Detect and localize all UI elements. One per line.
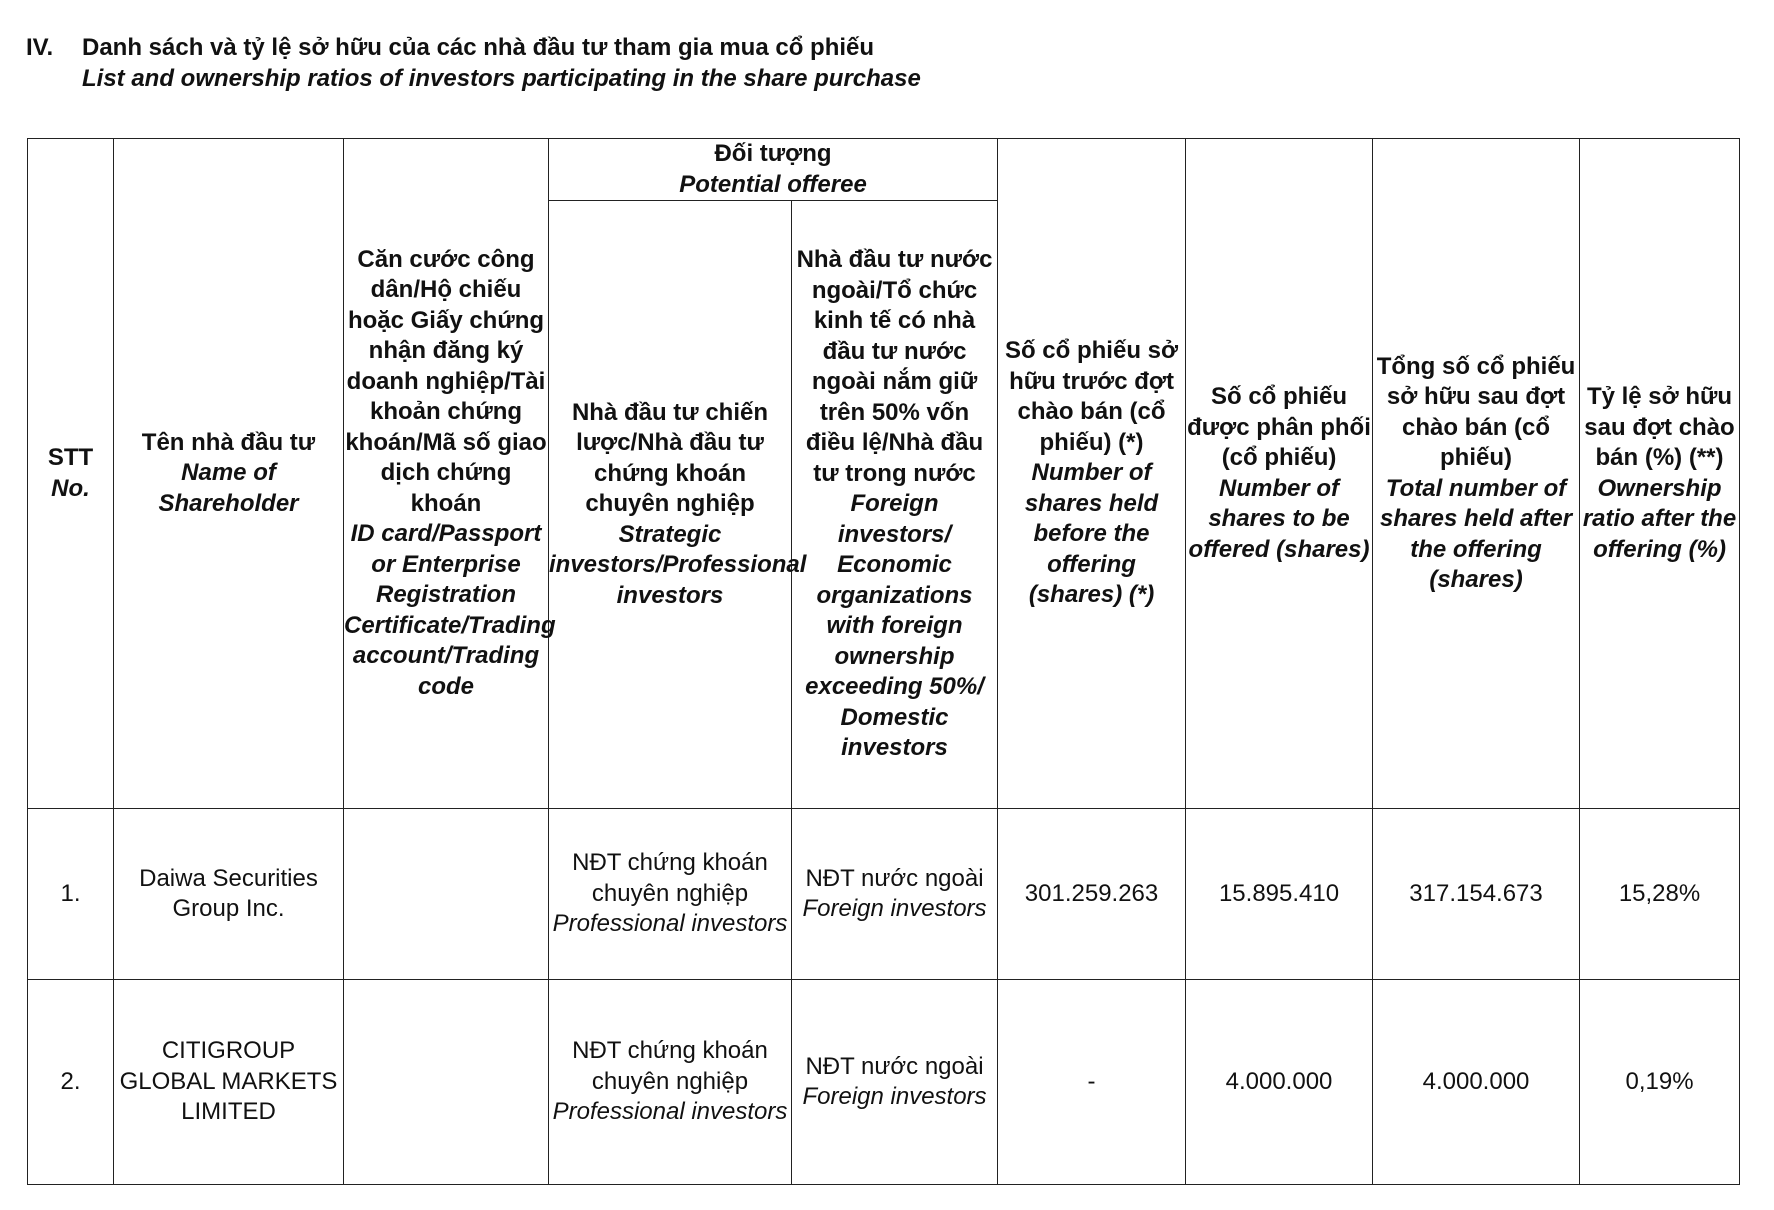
- header-foreign: Nhà đầu tư nước ngoài/Tổ chức kinh tế có nhà đầu tư nước ngoài nắm giữ trên 50% vốn điều lệ/Nhà đầu tư trong nước Foreign investors/ Economic organizations with foreign ownership exceeding 50%/ Domestic investors: [792, 201, 998, 809]
- row-number: 1.: [28, 809, 114, 980]
- header-offered: Số cổ phiếu được phân phối (cổ phiếu) Number of shares to be offered (shares): [1186, 139, 1373, 809]
- investor-name: CITIGROUP GLOBAL MARKETS LIMITED: [114, 980, 344, 1185]
- header-after: Tổng số cổ phiếu sở hữu sau đợt chào bán (cổ phiếu) Total number of shares held after the offering (shares): [1373, 139, 1580, 809]
- header-name: Tên nhà đầu tư Name of Shareholder: [114, 139, 344, 809]
- row-number: 2.: [28, 980, 114, 1185]
- shares-offered: 4.000.000: [1186, 980, 1373, 1185]
- section-title-en: List and ownership ratios of investors participating in the share purchase: [82, 65, 921, 92]
- investor-name: Daiwa Securities Group Inc.: [114, 809, 344, 980]
- investor-origin: NĐT nước ngoài Foreign investors: [792, 809, 998, 980]
- ownership-ratio: 0,19%: [1580, 980, 1740, 1185]
- header-id: Căn cước công dân/Hộ chiếu hoặc Giấy chứng nhận đăng ký doanh nghiệp/Tài khoản chứng khoán/Mã số giao dịch chứng khoán ID card/Passport or Enterprise Registration Certificate/Trading account/Trading code: [344, 139, 549, 809]
- investor-table: [27, 138, 1740, 1185]
- investor-type: NĐT chứng khoán chuyên nghiệp Professional investors: [549, 980, 792, 1185]
- ownership-ratio: 15,28%: [1580, 809, 1740, 980]
- shares-after: 317.154.673: [1373, 809, 1580, 980]
- section-number: IV.: [26, 34, 54, 61]
- header-ratio: Tỷ lệ sở hữu sau đợt chào bán (%) (**) Ownership ratio after the offering (%): [1580, 139, 1740, 809]
- header-offeree: Đối tượng Potential offeree: [549, 139, 998, 201]
- header-strategic: Nhà đầu tư chiến lược/Nhà đầu tư chứng khoán chuyên nghiệp Strategic investors/Professional investors: [549, 201, 792, 809]
- investor-origin: NĐT nước ngoài Foreign investors: [792, 980, 998, 1185]
- table-row: [28, 809, 1740, 980]
- header-stt: STT No.: [28, 139, 114, 809]
- table-row: [28, 980, 1740, 1185]
- investor-type: NĐT chứng khoán chuyên nghiệp Professional investors: [549, 809, 792, 980]
- shares-before: -: [998, 980, 1186, 1185]
- investor-id: [344, 980, 549, 1185]
- investor-id: [344, 809, 549, 980]
- section-title-vi: Danh sách và tỷ lệ sở hữu của các nhà đầu tư tham gia mua cổ phiếu: [82, 34, 875, 61]
- shares-before: 301.259.263: [998, 809, 1186, 980]
- header-before: Số cổ phiếu sở hữu trước đợt chào bán (cổ phiếu) (*) Number of shares held before the offering (shares) (*): [998, 139, 1186, 809]
- section-heading: [26, 32, 921, 94]
- shares-offered: 15.895.410: [1186, 809, 1373, 980]
- shares-after: 4.000.000: [1373, 980, 1580, 1185]
